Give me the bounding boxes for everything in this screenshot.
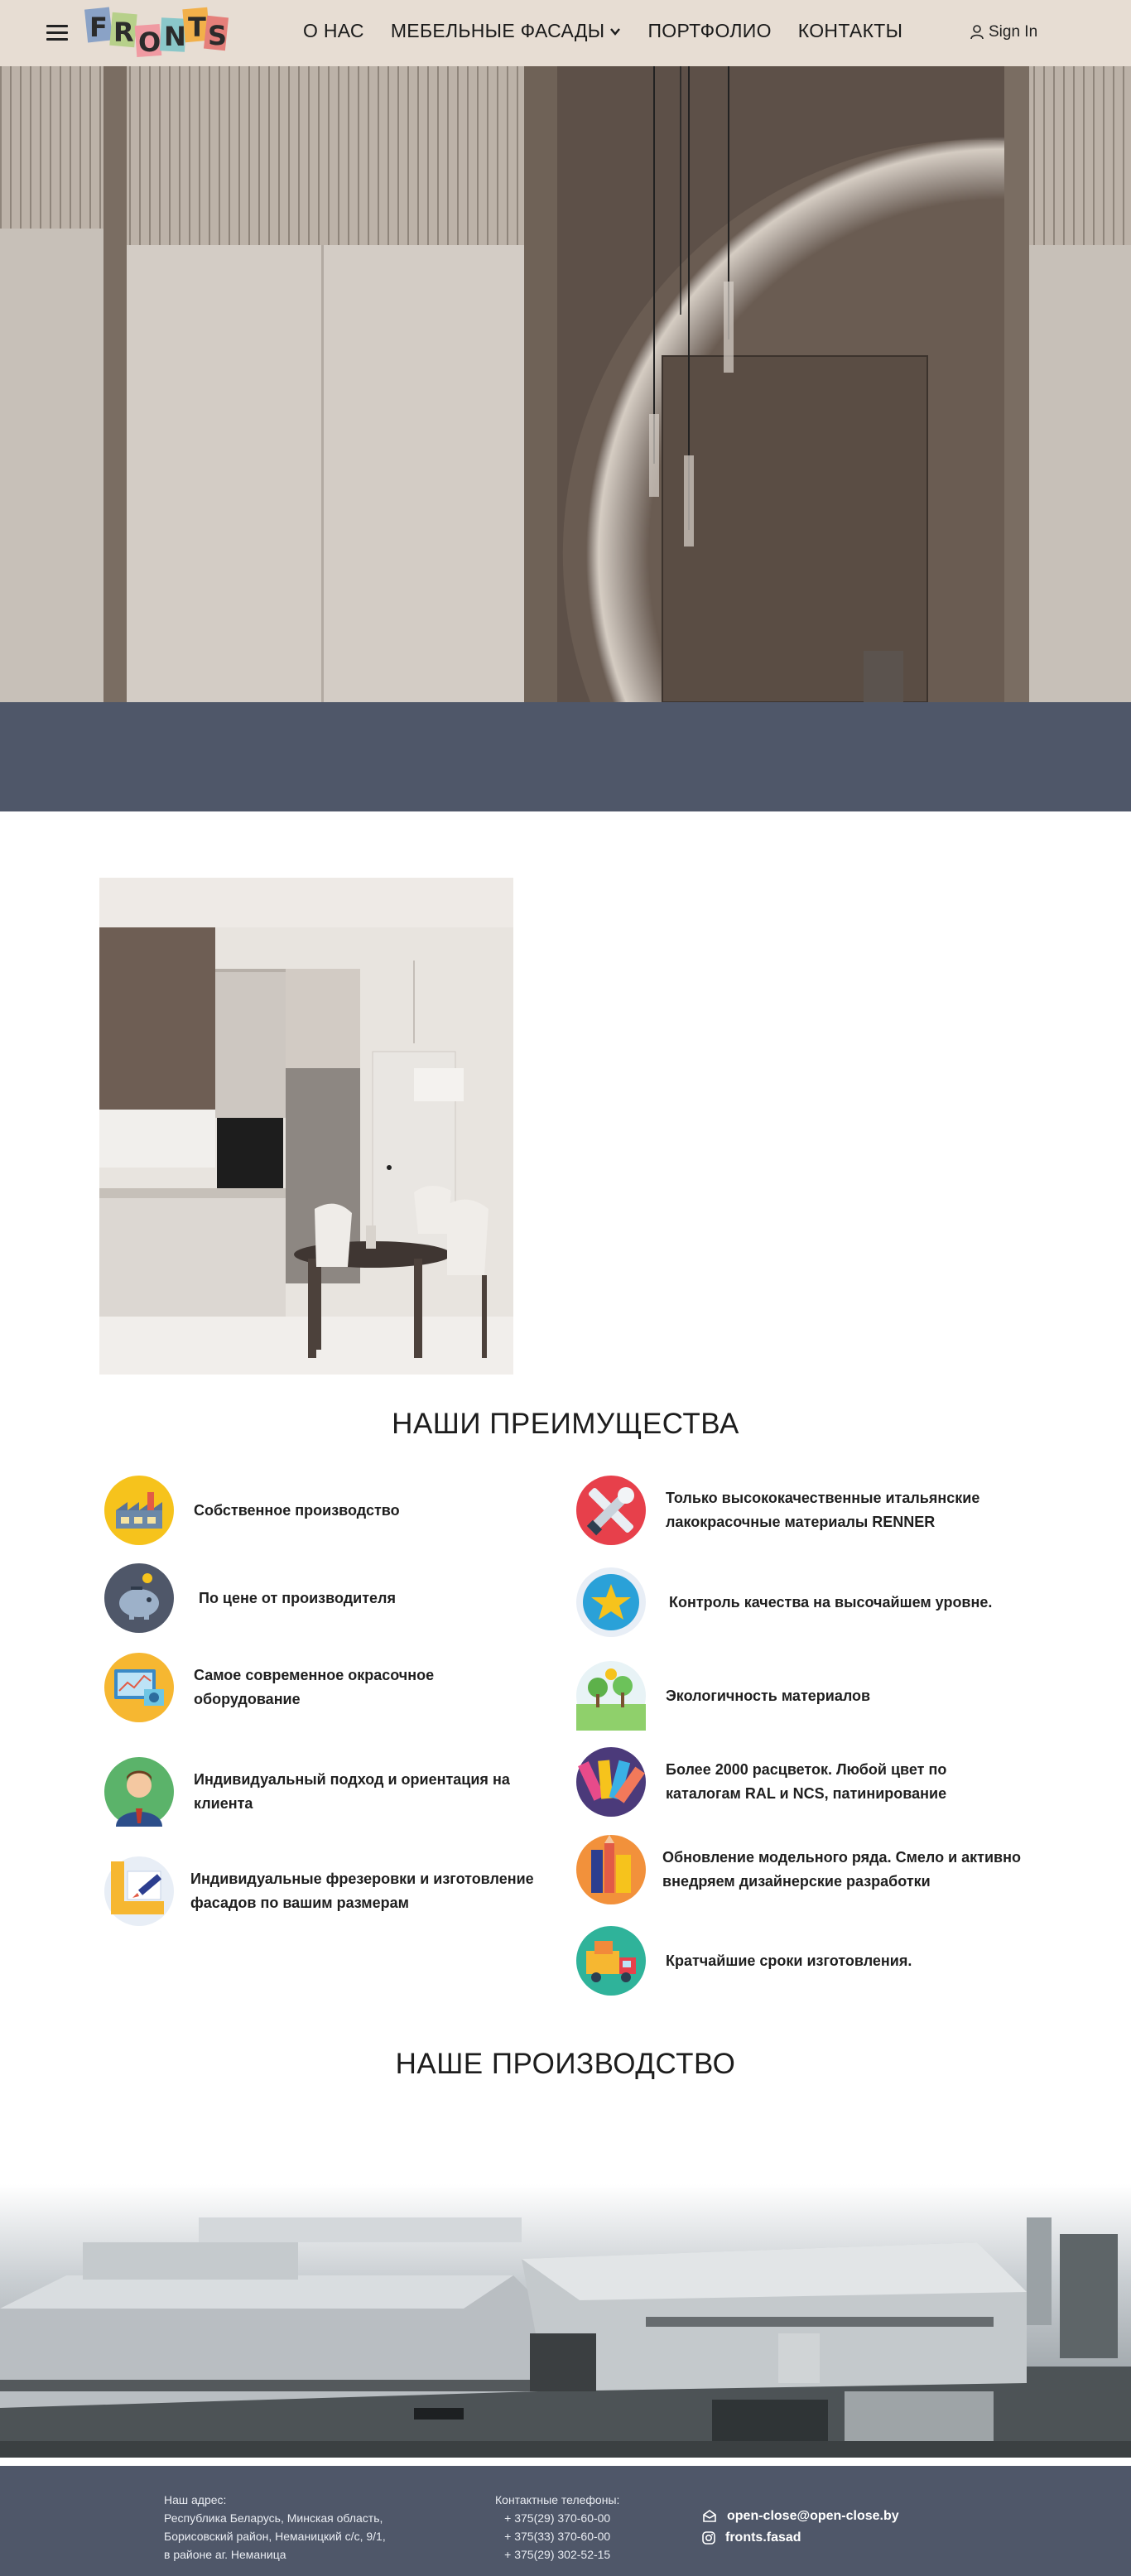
user-icon [970, 25, 984, 40]
chevron-down-icon [609, 26, 621, 37]
phone-number[interactable]: + 375(33) 370-60-00 [504, 2530, 611, 2543]
hero-interior-illustration [0, 66, 1131, 702]
advantage-renner-materials [576, 1476, 1013, 1545]
phone-number[interactable]: + 375(29) 302-52-15 [504, 2548, 611, 2561]
footer-instagram-link[interactable] [702, 2530, 801, 2545]
kitchen-interior-image [99, 878, 513, 1375]
advantage-text: По цене от производителя [199, 1589, 396, 1606]
advantage-model-update [576, 1835, 1027, 1904]
piggy-bank-icon [104, 1563, 174, 1633]
phone-number[interactable]: + 375(29) 370-60-00 [504, 2511, 611, 2525]
advantage-text: Собственное производство [194, 1501, 400, 1519]
factory-icon [104, 1476, 174, 1545]
advantage-modern-equipment [104, 1653, 459, 1722]
delivery-truck-icon [576, 1926, 646, 1996]
footer-address [164, 2491, 386, 2564]
advantage-eco-materials [576, 1661, 1013, 1731]
menu-hamburger-icon[interactable] [46, 25, 68, 41]
client-person-icon [104, 1757, 174, 1827]
hero-bottom-band [0, 702, 1131, 811]
advantage-short-terms [576, 1926, 1013, 1996]
address-line: Борисовский район, Неманицкий с/с, 9/1, [164, 2530, 386, 2543]
advantage-text: Более 2000 расцветок. Любой цвет по каталогам RAL и NCS, патинирование [666, 1761, 947, 1802]
hero-image [0, 66, 1131, 702]
nav-portfolio[interactable]: ПОРТФОЛИО [647, 20, 772, 41]
advantage-text: Кратчайшие сроки изготовления. [666, 1952, 912, 1969]
instagram-text: fronts.fasad [725, 2530, 801, 2545]
factory-illustration [0, 2184, 1131, 2458]
advantage-text: Индивидуальные фрезеровки и изготовление фасадов по вашим размерам [190, 1871, 534, 1911]
nav-furniture-facades[interactable]: МЕБЕЛЬНЫЕ ФАСАДЫ [391, 20, 622, 42]
tools-icon [576, 1476, 646, 1545]
fronts-logo[interactable] [83, 5, 229, 60]
site-footer [0, 2466, 1131, 2576]
main-nav [303, 20, 902, 42]
svg-text:S: S [208, 20, 228, 51]
star-quality-icon [576, 1567, 646, 1637]
advantage-text: Индивидуальный подход и ориентация на клиента [194, 1771, 510, 1812]
address-label: Наш адрес: [164, 2493, 227, 2506]
advantage-colors [576, 1747, 1013, 1817]
email-text: open-close@open-close.by [727, 2509, 899, 2523]
ecology-trees-icon [576, 1661, 646, 1731]
phones-label: Контактные телефоны: [495, 2493, 620, 2506]
svg-text:R: R [113, 17, 134, 48]
svg-text:F: F [89, 12, 108, 43]
advantage-custom-milling [104, 1856, 555, 1926]
sign-in-link[interactable] [970, 23, 1037, 41]
advantage-text: Только высококачественные итальянские лакокрасочные материалы RENNER [666, 1490, 980, 1530]
site-header [0, 0, 1131, 66]
instagram-icon [702, 2531, 715, 2545]
advantage-text: Контроль качества на высочайшем уровне. [669, 1593, 993, 1611]
sign-in-label: Sign In [989, 23, 1038, 41]
advantage-text: Самое современное окрасочное оборудование [194, 1667, 435, 1707]
svg-text:T: T [188, 12, 206, 43]
footer-phones [495, 2491, 619, 2564]
nav-about[interactable]: О НАС [303, 20, 364, 41]
advantages-title: НАШИ ПРЕИМУЩЕСТВА [392, 1408, 739, 1440]
advantage-individual-approach [104, 1757, 541, 1827]
pencils-update-icon [576, 1835, 646, 1904]
address-line: Республика Беларусь, Минская область, [164, 2511, 383, 2525]
factory-photo [0, 2184, 1131, 2458]
svg-text:N: N [164, 21, 186, 52]
advantage-text: Обновление модельного ряда. Смело и активно внедряем дизайнерские разработки [662, 1849, 1021, 1890]
color-palette-icon [576, 1747, 646, 1817]
svg-text:O: O [138, 26, 161, 58]
kitchen-illustration [99, 878, 513, 1375]
footer-email-link[interactable] [702, 2509, 899, 2524]
mail-icon [702, 2510, 717, 2523]
design-ruler-pencil-icon [104, 1856, 174, 1926]
nav-contacts[interactable]: КОНТАКТЫ [797, 20, 903, 41]
production-title: НАШЕ ПРОИЗВОДСТВО [395, 2048, 736, 2080]
advantage-own-production [104, 1476, 541, 1545]
address-line: в районе аг. Неманица [164, 2548, 286, 2561]
advantage-text: Экологичность материалов [666, 1687, 871, 1704]
advantage-quality-control [576, 1567, 1033, 1637]
advantage-factory-price [104, 1563, 546, 1633]
painting-equipment-icon [104, 1653, 174, 1722]
